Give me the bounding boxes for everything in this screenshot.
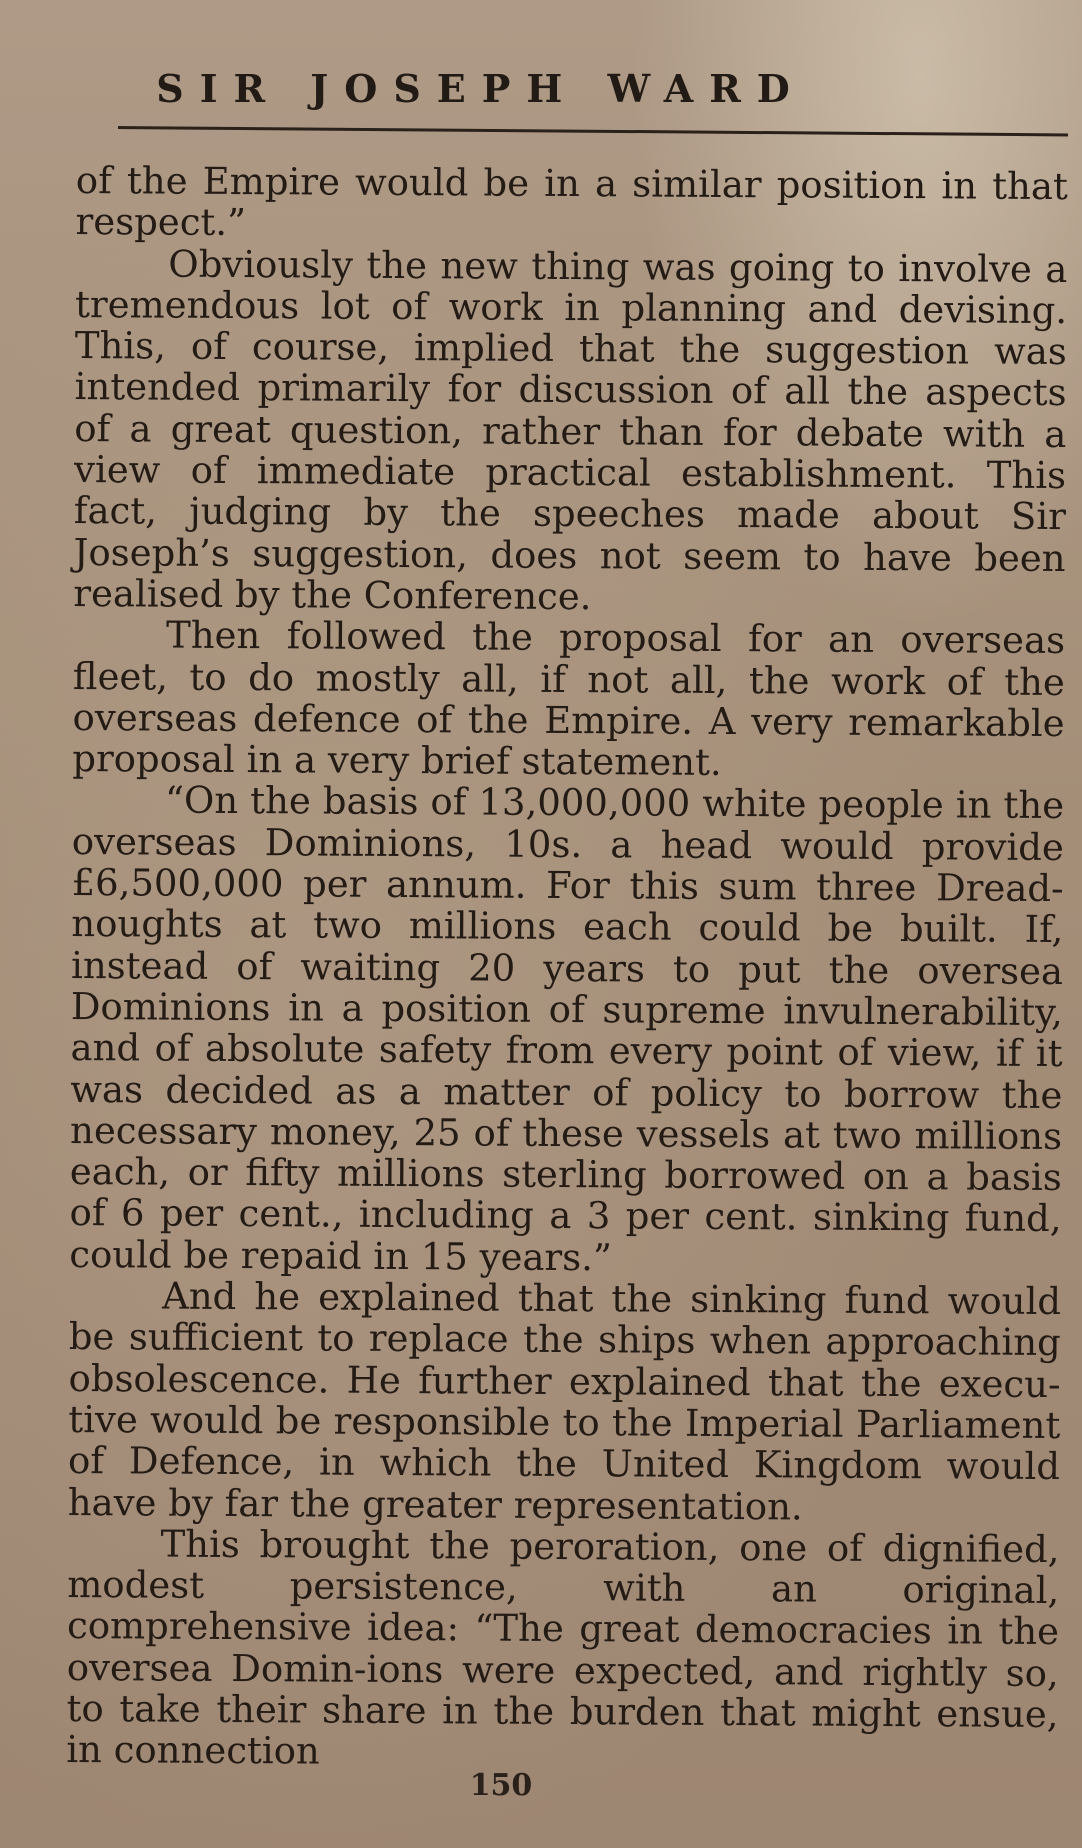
paragraph-continuation: of the Empire would be in a similar position in that respect.” xyxy=(75,159,1068,245)
body-text xyxy=(66,160,1068,1777)
paragraph-quotation: “On the basis of 13,000,000 white people in the overseas Dominions, 10s. a head would provide £6,500,000 per annum. For this sum three Dread-noughts at two millions each could be built. If, instead of waiting 20 years to put the oversea Dominions in a position of supreme invulnerability, and of absolute safety from every point of view, if it was decided as a matter of policy to borrow the necessary money, 25 of these vessels at two millions each, or fifty millions sterling borrowed on a basis of 6 per cent., including a 3 per cent. sinking fund, could be repaid in 15 years.” xyxy=(69,779,1065,1280)
paragraph: This brought the peroration, one of dignified, modest persistence, with an original, comprehensive idea: “The great democracies in the oversea Domin-ions were expected, and rightly so, to take their share in the burden that might ensue, in connection xyxy=(66,1522,1060,1773)
paragraph: Obviously the new thing was going to involve a tremendous lot of work in planning and devising. This, of course, implied that the suggestion was intended primarily for discussion of all the aspects of a great question, rather than for debate with a view of immediate practical establishment. This fact, judging by the speeches made about Sir Joseph’s suggestion, does not seem to have been realised by the Conference. xyxy=(73,242,1068,619)
paragraph: And he explained that the sinking fund would be sufficient to replace the ships when approaching obsolescence. He further explained that the execu-tive would be responsible to the Imperial Parliament of Defence, in which the United Kingdom would have by far the greater representation. xyxy=(67,1274,1062,1528)
running-header: SIR JOSEPH WARD xyxy=(156,66,806,111)
page-number: 150 xyxy=(469,1768,533,1803)
header-rule xyxy=(118,126,1068,136)
paragraph: Then followed the proposal for an overseas fleet, to do mostly all, if not all, the work of the overseas defence of the Empire. A very remarkable proposal in a very brief statement. xyxy=(72,613,1066,785)
